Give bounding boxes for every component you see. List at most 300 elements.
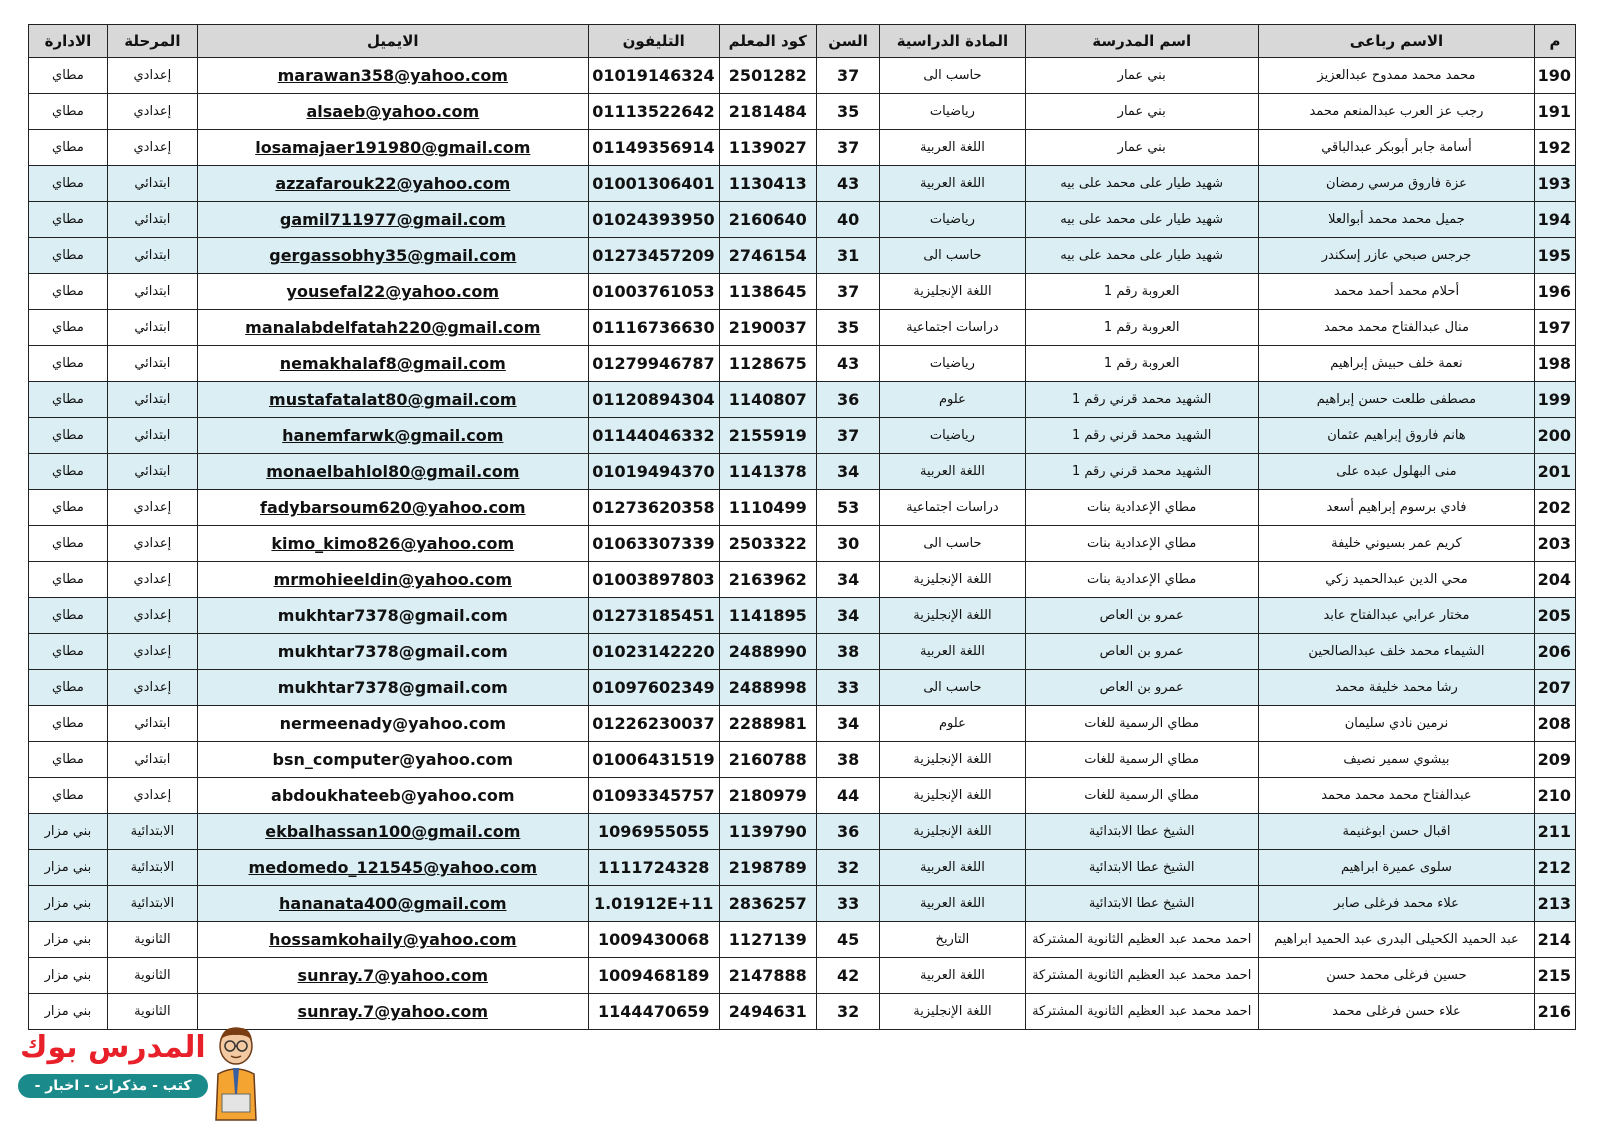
cell-m: 212 bbox=[1535, 850, 1576, 886]
cell-email bbox=[197, 850, 588, 886]
email-link[interactable]: losamajaer191980@gmail.com bbox=[255, 138, 531, 157]
cell-name: أحلام محمد أحمد محمد bbox=[1258, 274, 1534, 310]
cell-school: بني عمار bbox=[1025, 58, 1258, 94]
cell-name: حسين فرغلى محمد حسن bbox=[1258, 958, 1534, 994]
cell-subject: اللغة العربية bbox=[880, 634, 1025, 670]
cell-school: شهيد طيار على محمد على بيه bbox=[1025, 202, 1258, 238]
email-link[interactable]: hossamkohaily@yahoo.com bbox=[269, 930, 517, 949]
email-link[interactable]: mukhtar7378@gmail.com bbox=[277, 642, 508, 661]
cell-school: مطاي الرسمية للغات bbox=[1025, 778, 1258, 814]
header-age: السن bbox=[816, 25, 879, 58]
cell-phone: 01144046332 bbox=[588, 418, 719, 454]
cell-stage: الثانوية bbox=[107, 958, 197, 994]
cell-age: 33 bbox=[816, 886, 879, 922]
cell-school: العروبة رقم 1 bbox=[1025, 346, 1258, 382]
cell-admin: مطاي bbox=[29, 274, 108, 310]
table-row bbox=[29, 778, 1576, 814]
cell-code: 2181484 bbox=[719, 94, 816, 130]
email-link[interactable]: bsn_computer@yahoo.com bbox=[272, 750, 514, 769]
table-row bbox=[29, 418, 1576, 454]
cell-stage: ابتدائي bbox=[107, 166, 197, 202]
email-link[interactable]: gamil711977@gmail.com bbox=[279, 210, 506, 229]
cell-age: 35 bbox=[816, 94, 879, 130]
cell-admin: بني مزار bbox=[29, 922, 108, 958]
cell-email bbox=[197, 742, 588, 778]
cell-school: الشهيد محمد قرني رقم 1 bbox=[1025, 382, 1258, 418]
cell-stage: ابتدائي bbox=[107, 454, 197, 490]
cell-age: 53 bbox=[816, 490, 879, 526]
cell-admin: مطاي bbox=[29, 382, 108, 418]
cell-phone: 1.01912E+11 bbox=[588, 886, 719, 922]
email-link[interactable]: nemakhalaf8@gmail.com bbox=[279, 354, 506, 373]
table-row bbox=[29, 202, 1576, 238]
email-link[interactable]: mustafatalat80@gmail.com bbox=[269, 390, 517, 409]
cell-subject: رياضيات bbox=[880, 202, 1025, 238]
cell-stage: إعدادي bbox=[107, 130, 197, 166]
cell-m: 203 bbox=[1535, 526, 1576, 562]
header-code: كود المعلم bbox=[719, 25, 816, 58]
cell-phone: 1009468189 bbox=[588, 958, 719, 994]
cell-stage: ابتدائي bbox=[107, 310, 197, 346]
cell-subject: حاسب الى bbox=[880, 58, 1025, 94]
cell-age: 37 bbox=[816, 58, 879, 94]
cell-m: 196 bbox=[1535, 274, 1576, 310]
cell-subject: اللغة العربية bbox=[880, 166, 1025, 202]
cell-subject: اللغة العربية bbox=[880, 958, 1025, 994]
cell-age: 38 bbox=[816, 634, 879, 670]
cell-m: 202 bbox=[1535, 490, 1576, 526]
header-name: الاسم رباعى bbox=[1258, 25, 1534, 58]
cell-admin: مطاي bbox=[29, 454, 108, 490]
cell-name: نعمة خلف حبيش إبراهيم bbox=[1258, 346, 1534, 382]
cell-age: 42 bbox=[816, 958, 879, 994]
cell-m: 198 bbox=[1535, 346, 1576, 382]
cell-subject: اللغة الإنجليزية bbox=[880, 994, 1025, 1030]
cell-m: 192 bbox=[1535, 130, 1576, 166]
cell-code: 2160640 bbox=[719, 202, 816, 238]
cell-school: شهيد طيار على محمد على بيه bbox=[1025, 238, 1258, 274]
cell-email bbox=[197, 238, 588, 274]
cell-age: 33 bbox=[816, 670, 879, 706]
cell-code: 2488990 bbox=[719, 634, 816, 670]
cell-phone: 01006431519 bbox=[588, 742, 719, 778]
cell-email bbox=[197, 958, 588, 994]
header-email: الايميل bbox=[197, 25, 588, 58]
cell-subject: رياضيات bbox=[880, 418, 1025, 454]
cell-school: الشيخ عطا الابتدائية bbox=[1025, 814, 1258, 850]
cell-m: 208 bbox=[1535, 706, 1576, 742]
cell-age: 30 bbox=[816, 526, 879, 562]
cell-age: 34 bbox=[816, 454, 879, 490]
cell-age: 34 bbox=[816, 706, 879, 742]
cell-name: عبدالفتاح محمد محمد محمد bbox=[1258, 778, 1534, 814]
cell-stage: ابتدائي bbox=[107, 202, 197, 238]
cell-age: 31 bbox=[816, 238, 879, 274]
table-row bbox=[29, 526, 1576, 562]
table-row bbox=[29, 166, 1576, 202]
table-row bbox=[29, 814, 1576, 850]
cell-stage: ابتدائي bbox=[107, 706, 197, 742]
cell-admin: بني مزار bbox=[29, 958, 108, 994]
cell-email bbox=[197, 814, 588, 850]
cell-email bbox=[197, 490, 588, 526]
cell-age: 37 bbox=[816, 274, 879, 310]
cell-name: عبد الحميد الكحيلى البدرى عبد الحميد ابراهيم bbox=[1258, 922, 1534, 958]
cell-stage: إعدادي bbox=[107, 562, 197, 598]
email-link[interactable]: yousefal22@yahoo.com bbox=[286, 282, 500, 301]
cell-stage: ابتدائي bbox=[107, 274, 197, 310]
table-row bbox=[29, 274, 1576, 310]
cell-name: عزة فاروق مرسي رمضان bbox=[1258, 166, 1534, 202]
cell-code: 2488998 bbox=[719, 670, 816, 706]
cell-stage: الابتدائية bbox=[107, 886, 197, 922]
cell-code: 2180979 bbox=[719, 778, 816, 814]
logo-title: المدرس بوك bbox=[20, 1030, 206, 1065]
cell-stage: ابتدائي bbox=[107, 238, 197, 274]
cell-school: شهيد طيار على محمد على بيه bbox=[1025, 166, 1258, 202]
table-row bbox=[29, 130, 1576, 166]
cell-email bbox=[197, 418, 588, 454]
cell-admin: مطاي bbox=[29, 310, 108, 346]
email-link[interactable]: marawan358@yahoo.com bbox=[277, 66, 508, 85]
cell-phone: 01003761053 bbox=[588, 274, 719, 310]
cell-phone: 01097602349 bbox=[588, 670, 719, 706]
cell-stage: ابتدائي bbox=[107, 346, 197, 382]
email-link[interactable]: ekbalhassan100@gmail.com bbox=[265, 822, 521, 841]
cell-subject: اللغة الإنجليزية bbox=[880, 274, 1025, 310]
cell-admin: مطاي bbox=[29, 418, 108, 454]
cell-subject: اللغة العربية bbox=[880, 886, 1025, 922]
cell-phone: 01003897803 bbox=[588, 562, 719, 598]
cell-m: 207 bbox=[1535, 670, 1576, 706]
cell-stage: إعدادي bbox=[107, 670, 197, 706]
email-link[interactable]: nermeenady@yahoo.com bbox=[279, 714, 506, 733]
cell-admin: مطاي bbox=[29, 706, 108, 742]
cell-code: 2160788 bbox=[719, 742, 816, 778]
cell-code: 2501282 bbox=[719, 58, 816, 94]
cell-email bbox=[197, 454, 588, 490]
cell-subject: علوم bbox=[880, 382, 1025, 418]
table-row bbox=[29, 58, 1576, 94]
cell-code: 1140807 bbox=[719, 382, 816, 418]
cell-m: 200 bbox=[1535, 418, 1576, 454]
cell-name: فادي برسوم إبراهيم أسعد bbox=[1258, 490, 1534, 526]
header-row bbox=[29, 25, 1576, 58]
cell-school: عمرو بن العاص bbox=[1025, 670, 1258, 706]
table-row bbox=[29, 490, 1576, 526]
table-row bbox=[29, 886, 1576, 922]
cell-admin: بني مزار bbox=[29, 814, 108, 850]
cell-name: اقبال حسن ابوغنيمة bbox=[1258, 814, 1534, 850]
cell-m: 211 bbox=[1535, 814, 1576, 850]
table-body bbox=[29, 58, 1576, 1030]
cell-stage: ابتدائي bbox=[107, 742, 197, 778]
cell-school: الشهيد محمد قرني رقم 1 bbox=[1025, 454, 1258, 490]
cell-m: 201 bbox=[1535, 454, 1576, 490]
table-row bbox=[29, 922, 1576, 958]
email-link[interactable]: hanemfarwk@gmail.com bbox=[282, 426, 504, 445]
cell-name: جميل محمد محمد أبوالعلا bbox=[1258, 202, 1534, 238]
cell-stage: الابتدائية bbox=[107, 814, 197, 850]
cell-code: 2494631 bbox=[719, 994, 816, 1030]
table-row bbox=[29, 850, 1576, 886]
cell-admin: مطاي bbox=[29, 526, 108, 562]
cell-m: 205 bbox=[1535, 598, 1576, 634]
cell-phone: 01093345757 bbox=[588, 778, 719, 814]
cell-email bbox=[197, 310, 588, 346]
cell-age: 40 bbox=[816, 202, 879, 238]
cell-name: منى البهلول عبده على bbox=[1258, 454, 1534, 490]
table-row bbox=[29, 634, 1576, 670]
cell-subject: التاريخ bbox=[880, 922, 1025, 958]
email-link[interactable]: gergassobhy35@gmail.com bbox=[269, 246, 517, 265]
cell-email bbox=[197, 346, 588, 382]
cell-age: 34 bbox=[816, 562, 879, 598]
cell-name: نرمين نادي سليمان bbox=[1258, 706, 1534, 742]
cell-subject: حاسب الى bbox=[880, 526, 1025, 562]
cell-stage: الابتدائية bbox=[107, 850, 197, 886]
cell-admin: مطاي bbox=[29, 634, 108, 670]
cell-school: بني عمار bbox=[1025, 94, 1258, 130]
email-link[interactable]: mukhtar7378@gmail.com bbox=[277, 606, 508, 625]
cell-age: 43 bbox=[816, 346, 879, 382]
table-row bbox=[29, 94, 1576, 130]
cell-stage: ابتدائي bbox=[107, 418, 197, 454]
cell-stage: إعدادي bbox=[107, 94, 197, 130]
site-logo[interactable] bbox=[14, 1024, 264, 1124]
cell-age: 37 bbox=[816, 130, 879, 166]
cell-admin: مطاي bbox=[29, 94, 108, 130]
cell-email bbox=[197, 598, 588, 634]
cell-phone: 01023142220 bbox=[588, 634, 719, 670]
cell-admin: بني مزار bbox=[29, 850, 108, 886]
cell-age: 45 bbox=[816, 922, 879, 958]
cell-phone: 01273185451 bbox=[588, 598, 719, 634]
cell-phone: 1144470659 bbox=[588, 994, 719, 1030]
cell-code: 1110499 bbox=[719, 490, 816, 526]
cell-m: 194 bbox=[1535, 202, 1576, 238]
table-row bbox=[29, 742, 1576, 778]
email-link[interactable]: hananata400@gmail.com bbox=[279, 894, 507, 913]
cell-subject: رياضيات bbox=[880, 346, 1025, 382]
cell-name: جرجس صبحي عازر إسكندر bbox=[1258, 238, 1534, 274]
cell-name: علاء محمد فرغلى صابر bbox=[1258, 886, 1534, 922]
cell-name: رشا محمد خليفة محمد bbox=[1258, 670, 1534, 706]
cell-email bbox=[197, 562, 588, 598]
cell-phone: 01001306401 bbox=[588, 166, 719, 202]
cell-school: عمرو بن العاص bbox=[1025, 598, 1258, 634]
cell-code: 2503322 bbox=[719, 526, 816, 562]
cell-email bbox=[197, 94, 588, 130]
cell-subject: اللغة العربية bbox=[880, 454, 1025, 490]
cell-email bbox=[197, 58, 588, 94]
cell-m: 191 bbox=[1535, 94, 1576, 130]
email-link[interactable]: medomedo_121545@yahoo.com bbox=[248, 858, 538, 877]
cell-name: هانم فاروق إبراهيم عثمان bbox=[1258, 418, 1534, 454]
cell-email bbox=[197, 274, 588, 310]
cell-email bbox=[197, 526, 588, 562]
header-subject: المادة الدراسية bbox=[880, 25, 1025, 58]
cell-code: 2746154 bbox=[719, 238, 816, 274]
cell-code: 2288981 bbox=[719, 706, 816, 742]
cell-stage: ابتدائي bbox=[107, 382, 197, 418]
cell-stage: الثانوية bbox=[107, 994, 197, 1030]
cell-phone: 01279946787 bbox=[588, 346, 719, 382]
cell-name: رجب عز العرب عبدالمنعم محمد bbox=[1258, 94, 1534, 130]
table-row bbox=[29, 598, 1576, 634]
cell-code: 1139790 bbox=[719, 814, 816, 850]
cell-school: مطاي الإعدادية بنات bbox=[1025, 562, 1258, 598]
cell-code: 2198789 bbox=[719, 850, 816, 886]
cell-stage: إعدادي bbox=[107, 526, 197, 562]
table-row bbox=[29, 346, 1576, 382]
cell-subject: دراسات اجتماعية bbox=[880, 490, 1025, 526]
cell-email bbox=[197, 922, 588, 958]
cell-phone: 01116736630 bbox=[588, 310, 719, 346]
cell-subject: اللغة الإنجليزية bbox=[880, 598, 1025, 634]
cell-code: 2836257 bbox=[719, 886, 816, 922]
cell-email bbox=[197, 886, 588, 922]
email-link[interactable]: fadybarsoum620@yahoo.com bbox=[260, 498, 526, 517]
cell-m: 197 bbox=[1535, 310, 1576, 346]
cell-stage: إعدادي bbox=[107, 778, 197, 814]
cell-admin: بني مزار bbox=[29, 886, 108, 922]
header-admin: الادارة bbox=[29, 25, 108, 58]
email-link[interactable]: mrmohieeldin@yahoo.com bbox=[273, 570, 513, 589]
cell-school: مطاي الإعدادية بنات bbox=[1025, 490, 1258, 526]
cell-admin: مطاي bbox=[29, 58, 108, 94]
table-row bbox=[29, 670, 1576, 706]
cell-code: 2163962 bbox=[719, 562, 816, 598]
cell-stage: إعدادي bbox=[107, 58, 197, 94]
cell-phone: 01120894304 bbox=[588, 382, 719, 418]
cell-school: العروبة رقم 1 bbox=[1025, 274, 1258, 310]
cell-phone: 01273620358 bbox=[588, 490, 719, 526]
cell-school: احمد محمد عبد العظيم الثانوية المشتركة bbox=[1025, 922, 1258, 958]
cell-stage: إعدادي bbox=[107, 598, 197, 634]
cell-email bbox=[197, 706, 588, 742]
cell-school: احمد محمد عبد العظيم الثانوية المشتركة bbox=[1025, 958, 1258, 994]
cell-name: سلوى عميرة ابراهيم bbox=[1258, 850, 1534, 886]
cell-admin: مطاي bbox=[29, 238, 108, 274]
cell-email bbox=[197, 670, 588, 706]
email-link[interactable]: manalabdelfatah220@gmail.com bbox=[245, 318, 541, 337]
cell-code: 1138645 bbox=[719, 274, 816, 310]
cell-age: 38 bbox=[816, 742, 879, 778]
cell-admin: مطاي bbox=[29, 490, 108, 526]
cell-age: 32 bbox=[816, 994, 879, 1030]
cell-admin: مطاي bbox=[29, 346, 108, 382]
cell-name: مختار عرابي عبدالفتاح عابد bbox=[1258, 598, 1534, 634]
cell-age: 32 bbox=[816, 850, 879, 886]
cell-m: 206 bbox=[1535, 634, 1576, 670]
cell-phone: 01063307339 bbox=[588, 526, 719, 562]
cell-admin: مطاي bbox=[29, 742, 108, 778]
cell-age: 34 bbox=[816, 598, 879, 634]
teacher-mascot-icon bbox=[206, 1024, 266, 1128]
cell-m: 193 bbox=[1535, 166, 1576, 202]
cell-email bbox=[197, 130, 588, 166]
email-link[interactable]: sunray.7@yahoo.com bbox=[297, 966, 489, 985]
cell-subject: اللغة الإنجليزية bbox=[880, 814, 1025, 850]
cell-age: 43 bbox=[816, 166, 879, 202]
cell-admin: مطاي bbox=[29, 562, 108, 598]
cell-m: 195 bbox=[1535, 238, 1576, 274]
cell-email bbox=[197, 634, 588, 670]
email-link[interactable]: monaelbahlol80@gmail.com bbox=[266, 462, 520, 481]
cell-subject: علوم bbox=[880, 706, 1025, 742]
email-link[interactable]: sunray.7@yahoo.com bbox=[297, 1002, 489, 1021]
cell-phone: 01149356914 bbox=[588, 130, 719, 166]
cell-email bbox=[197, 778, 588, 814]
cell-subject: دراسات اجتماعية bbox=[880, 310, 1025, 346]
email-link[interactable]: mukhtar7378@gmail.com bbox=[277, 678, 508, 697]
cell-subject: اللغة الإنجليزية bbox=[880, 742, 1025, 778]
email-link[interactable]: alsaeb@yahoo.com bbox=[306, 102, 480, 121]
email-link[interactable]: kimo_kimo826@yahoo.com bbox=[271, 534, 515, 553]
cell-age: 36 bbox=[816, 814, 879, 850]
cell-admin: مطاي bbox=[29, 130, 108, 166]
cell-subject: اللغة الإنجليزية bbox=[880, 562, 1025, 598]
cell-school: مطاي الرسمية للغات bbox=[1025, 706, 1258, 742]
email-link[interactable]: abdoukhateeb@yahoo.com bbox=[271, 786, 515, 805]
email-link[interactable]: azzafarouk22@yahoo.com bbox=[275, 174, 511, 193]
cell-phone: 1096955055 bbox=[588, 814, 719, 850]
cell-subject: اللغة الإنجليزية bbox=[880, 778, 1025, 814]
cell-code: 1141378 bbox=[719, 454, 816, 490]
cell-phone: 1009430068 bbox=[588, 922, 719, 958]
cell-m: 214 bbox=[1535, 922, 1576, 958]
cell-name: منال عبدالفتاح محمد محمد bbox=[1258, 310, 1534, 346]
cell-code: 1139027 bbox=[719, 130, 816, 166]
cell-phone: 01024393950 bbox=[588, 202, 719, 238]
cell-email bbox=[197, 382, 588, 418]
cell-admin: مطاي bbox=[29, 598, 108, 634]
table-row bbox=[29, 382, 1576, 418]
cell-age: 35 bbox=[816, 310, 879, 346]
cell-m: 213 bbox=[1535, 886, 1576, 922]
cell-subject: اللغة العربية bbox=[880, 130, 1025, 166]
cell-m: 216 bbox=[1535, 994, 1576, 1030]
cell-name: علاء حسن فرغلى محمد bbox=[1258, 994, 1534, 1030]
cell-school: عمرو بن العاص bbox=[1025, 634, 1258, 670]
cell-school: احمد محمد عبد العظيم الثانوية المشتركة bbox=[1025, 994, 1258, 1030]
cell-phone: 01273457209 bbox=[588, 238, 719, 274]
cell-name: مصطفى طلعت حسن إبراهيم bbox=[1258, 382, 1534, 418]
table-row bbox=[29, 958, 1576, 994]
cell-m: 210 bbox=[1535, 778, 1576, 814]
table-row bbox=[29, 562, 1576, 598]
cell-phone: 01226230037 bbox=[588, 706, 719, 742]
table-row bbox=[29, 454, 1576, 490]
header-phone: التليفون bbox=[588, 25, 719, 58]
cell-school: مطاي الرسمية للغات bbox=[1025, 742, 1258, 778]
cell-code: 1141895 bbox=[719, 598, 816, 634]
header-school: اسم المدرسة bbox=[1025, 25, 1258, 58]
cell-subject: رياضيات bbox=[880, 94, 1025, 130]
cell-m: 204 bbox=[1535, 562, 1576, 598]
cell-m: 215 bbox=[1535, 958, 1576, 994]
cell-code: 2155919 bbox=[719, 418, 816, 454]
cell-subject: حاسب الى bbox=[880, 670, 1025, 706]
table-row bbox=[29, 310, 1576, 346]
cell-admin: مطاي bbox=[29, 166, 108, 202]
cell-stage: الثانوية bbox=[107, 922, 197, 958]
cell-subject: اللغة العربية bbox=[880, 850, 1025, 886]
cell-admin: مطاي bbox=[29, 778, 108, 814]
cell-age: 36 bbox=[816, 382, 879, 418]
cell-name: بيشوي سمير نصيف bbox=[1258, 742, 1534, 778]
